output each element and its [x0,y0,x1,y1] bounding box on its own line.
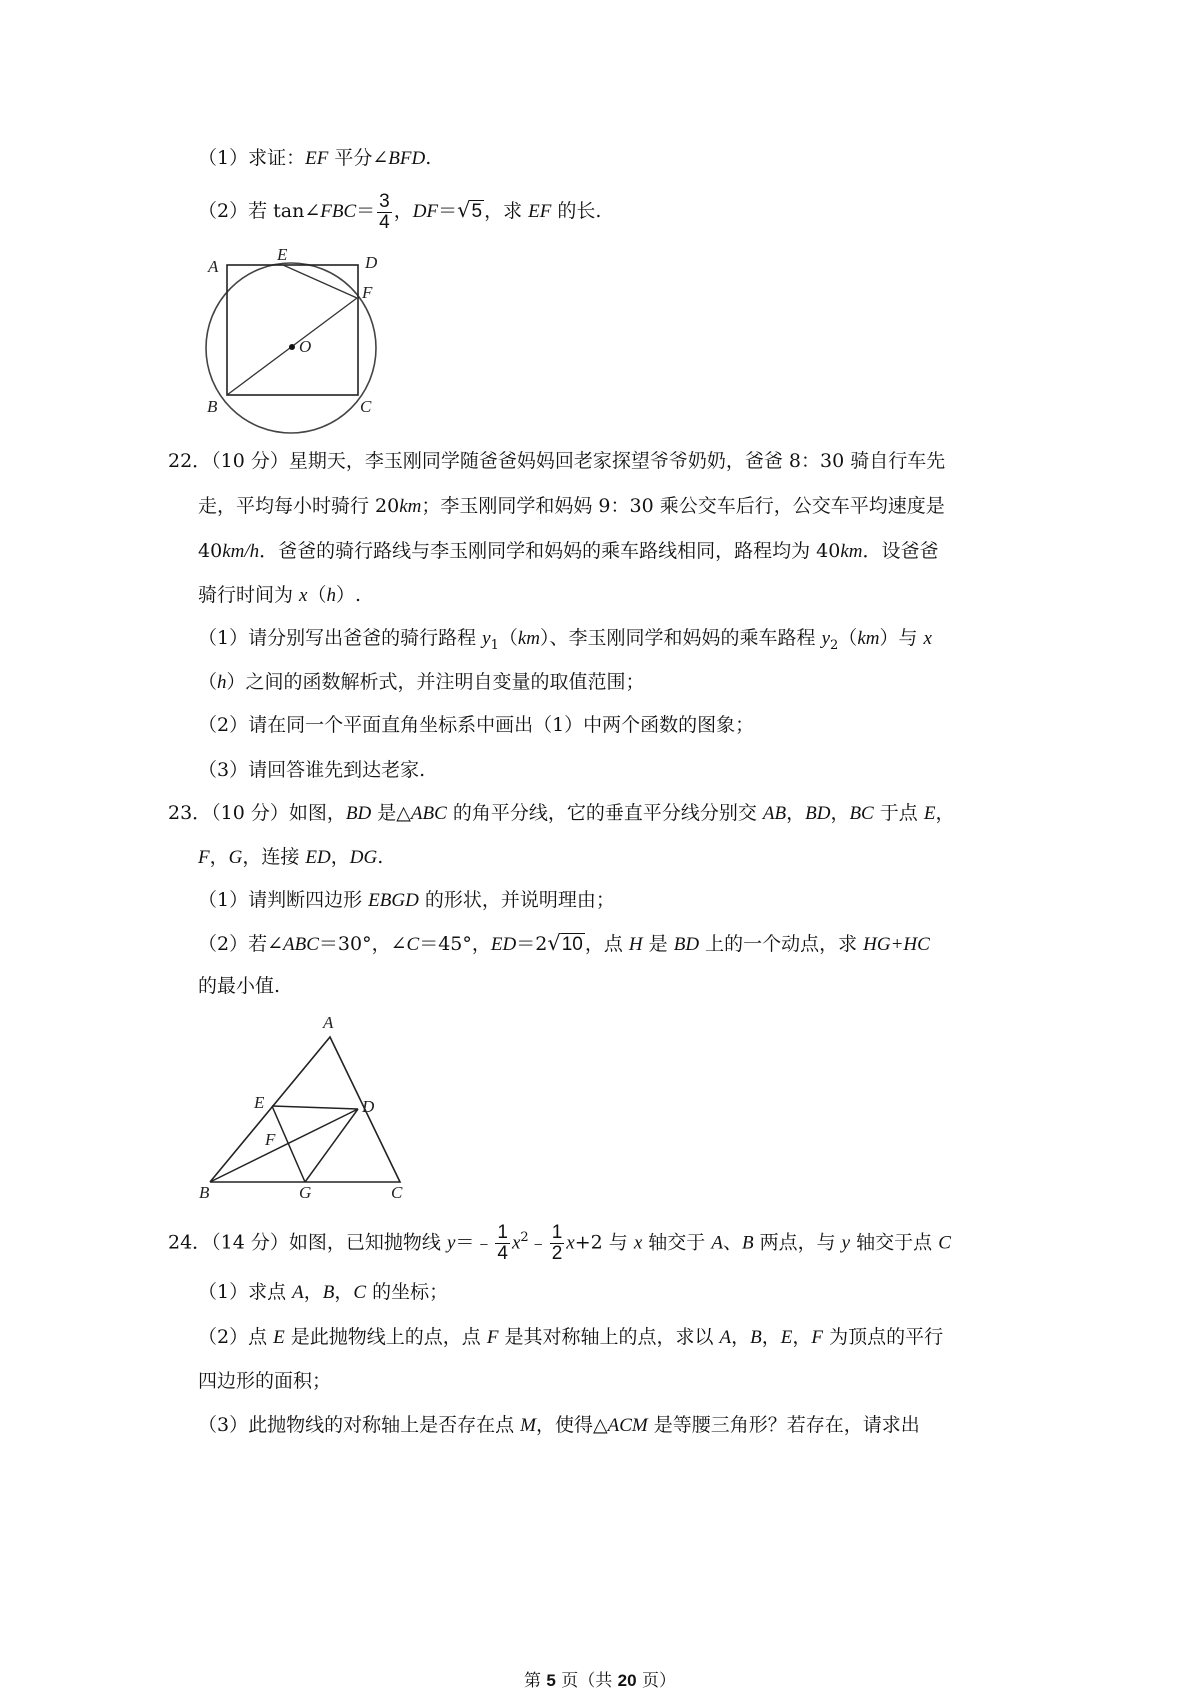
q22-part1: （1）请分别写出爸爸的骑行路程 $y_1(km)$、李玉刚同学和妈妈的乘车路程 $y_2(km)$与 x [198,627,932,653]
q23-part2: （2）若∠ABC＝30°，∠C＝45°，ED＝2√10 ，点 H 是 BD 上的一个动点，求 HG+HC [198,931,930,955]
label-A: A [323,1013,334,1032]
q23-line2: F，G，连接 ED，DG. [198,846,384,868]
page-total: 20 [617,1671,637,1690]
fraction-1-4: $\frac{1}{4}$ [497,1221,508,1264]
q22-part3: （3）请回答谁先到达老家. [198,759,426,781]
label-F: F [362,283,373,302]
q24-part1: （1）求点 A，B，C 的坐标； [198,1281,449,1303]
label-E: E [254,1093,265,1112]
label-O: O [299,337,312,356]
q23-part1: （1）请判断四边形 EBGD 的形状，并说明理由； [198,889,615,911]
label-B: B [199,1183,210,1202]
q22-part1-line2: （h）之间的函数解析式，并注明自变量的取值范围； [198,671,645,693]
q24-part3: （3）此抛物线的对称轴上是否存在点 M，使得△ACM 是等腰三角形？若存在，请求出 [198,1414,920,1436]
figure-triangle [190,1012,420,1207]
q23-part2-line2: 的最小值. [198,975,281,997]
figure-square-circle [195,240,405,435]
label-F: F [265,1130,276,1149]
q23-head: 23．（10 分）如图，BD 是△ABC 的角平分线，它的垂直平分线分别交 AB，BD，BC 于点 E， [168,802,955,824]
q22-part2: （2）请在同一个平面直角坐标系中画出（1）中两个函数的图象； [198,714,755,736]
q24-part2: （2）点 E 是此抛物线上的点，点 F 是其对称轴上的点，求以 A，B，E，F 为顶点的平行 [198,1326,944,1348]
label-C: C [391,1183,403,1202]
label-A: A [208,257,219,276]
q21-part2: （2）若 tan∠FBC＝ $\frac{3}{4}$ ，DF＝√5 ，求 EF 的长. [198,190,602,233]
label-C: C [360,397,372,416]
fraction-1-2: $\frac{1}{2}$ [551,1221,563,1264]
q24-head: 24．（14 分）如图，已知抛物线 y＝﹣ $\frac{1}{4}$ $x^2﹣$ $\frac{1}{2}$ x+2 与 x 轴交于 A、B 两点，与 y 轴交于点 C [168,1221,951,1264]
label-D: D [365,253,378,272]
label-E: E [277,245,288,264]
q24-part2-line2: 四边形的面积； [198,1370,332,1392]
q22-line3: 40km/h．爸爸的骑行路线与李玉刚同学和妈妈的乘车路线相同，路程均为 40km．设爸爸 [198,540,939,562]
label-G: G [299,1183,312,1202]
q22-head: 22．（10 分）星期天，李玉刚同学随爸爸妈妈回老家探望爷爷奶奶，爸爸 8：30 骑自行车先 [168,450,946,472]
label-B: B [207,397,218,416]
q21-part1: （1）求证：EF 平分∠BFD. [198,147,432,169]
fraction-3-4: $\frac{3}{4}$ [379,190,390,233]
page-number: 5 [546,1671,556,1690]
q22-line4: 骑行时间为 x（h）. [198,584,362,606]
label-D: D [362,1097,375,1116]
page-footer: 第 5 页（共 20 页） [523,1671,676,1691]
q22-line2: 走，平均每小时骑行 20km；李玉刚同学和妈妈 9：30 乘公交车后行，公交车平均速度是 [198,495,945,517]
